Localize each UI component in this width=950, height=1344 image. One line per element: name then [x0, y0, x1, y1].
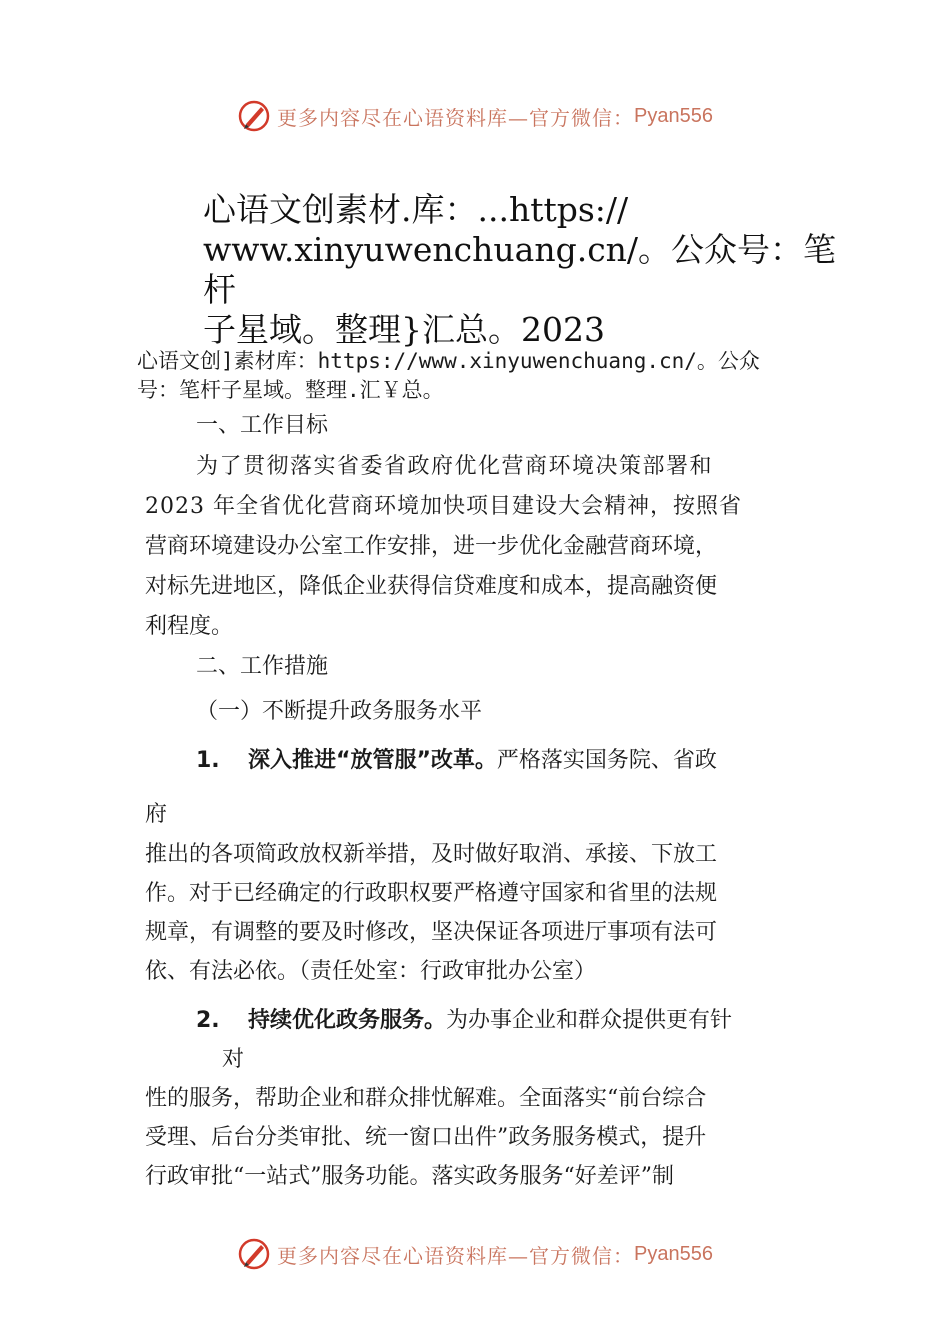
item-1-line: 规章，有调整的要及时修改，坚决保证各项进厅事项有法可 — [145, 920, 718, 945]
title-line-1: 心语文创素材.库：...https:// — [203, 190, 629, 229]
item-2-title: 持续优化政务服务。 — [248, 1008, 447, 1033]
pen-logo-icon — [237, 1237, 271, 1271]
title-line-3: 子星域。整理}汇总。2023 — [203, 310, 605, 349]
section-1-line: 为了贯彻落实省委省政府优化营商环境决策部署和 — [196, 454, 714, 479]
item-1-first-line — [196, 741, 717, 781]
source-note-line-2: 号：笔杆子星域。整理.汇￥总。 — [137, 378, 444, 402]
section-1-line: 2023 年全省优化营商环境加快项目建设大会精神，按照省 — [145, 494, 742, 519]
source-note — [137, 347, 827, 405]
banner-wechat-id: Pyan556 — [634, 1242, 713, 1265]
section-1-line: 营商环境建设办公室工作安排，进一步优化金融营商环境， — [145, 534, 718, 559]
banner-wechat-id: Pyan556 — [634, 104, 713, 127]
title-line-2: www.xinyuwenchuang.cn/。公众号：笔杆 — [203, 230, 837, 309]
section-1-line: 对标先进地区，降低企业获得信贷难度和成本，提高融资便 — [145, 574, 718, 599]
section-2-heading: 二、工作措施 — [196, 654, 329, 679]
item-1-number: 1. — [196, 748, 220, 773]
section-1-line: 利程度。 — [145, 614, 234, 639]
item-2-line: 性的服务，帮助企业和群众排忧解难。全面落实“前台综合 — [145, 1086, 707, 1111]
banner-text: 更多内容尽在心语资料库—官方微信： — [277, 105, 635, 130]
item-2-number: 2. — [196, 1008, 220, 1033]
item-1-line: 依、有法必依。（责任处室：行政审批办公室） — [145, 959, 597, 984]
item-2-first-line — [196, 1001, 732, 1041]
document-title — [203, 190, 843, 350]
section-1-heading: 一、工作目标 — [196, 413, 329, 438]
item-1-wrap: 府 — [145, 802, 168, 827]
source-note-line-1: 心语文创]素材库：https://www.xinyuwenchuang.cn/。公众 — [137, 349, 760, 373]
item-2-wrap: 对 — [222, 1047, 245, 1072]
item-1-title: 深入推进“放管服”改革。 — [248, 748, 497, 773]
item-1-line: 作。对于已经确定的行政职权要严格遵守国家和省里的法规 — [145, 881, 718, 906]
pen-logo-icon — [237, 99, 271, 133]
item-2-line: 行政审批“一站式”服务功能。落实政务服务“好差评”制 — [145, 1164, 674, 1189]
item-1-first-line-rest: 严格落实国务院、省政 — [496, 748, 717, 773]
header-banner — [0, 96, 950, 136]
item-2-first-line-rest: 为办事企业和群众提供更有针 — [446, 1008, 733, 1033]
banner-text: 更多内容尽在心语资料库—官方微信： — [277, 1243, 635, 1268]
footer-banner — [0, 1234, 950, 1274]
item-2-line: 受理、后台分类审批、统一窗口出件”政务服务模式，提升 — [145, 1125, 707, 1150]
section-2-subheading: （一）不断提升政务服务水平 — [196, 699, 483, 724]
item-1-line: 推出的各项简政放权新举措，及时做好取消、承接、下放工 — [145, 842, 718, 867]
